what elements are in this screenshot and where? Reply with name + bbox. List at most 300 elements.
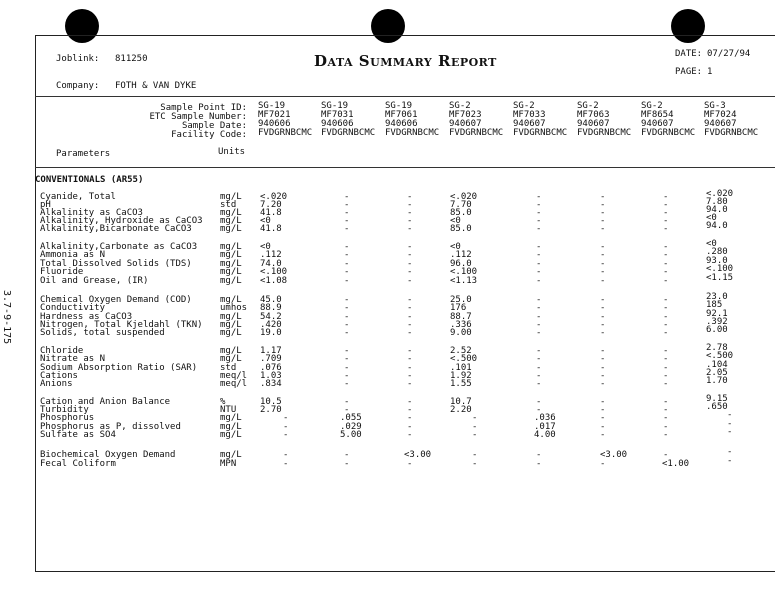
cell-value: -	[600, 354, 606, 364]
cell-value: -	[344, 346, 350, 356]
cell-value: .709	[260, 354, 282, 364]
parameter-name: Conductivity	[40, 303, 106, 313]
cell-value: -	[407, 312, 413, 322]
cell-value: -	[536, 328, 542, 338]
cell-value: -	[283, 450, 289, 460]
parameter-name: Ammonia as N	[40, 250, 106, 260]
cell-value: -	[407, 397, 413, 407]
parameter-name: Alkalinity,Carbonate as CaCO3	[40, 242, 198, 252]
cell-value: -	[600, 430, 606, 440]
cell-value: -	[407, 405, 413, 415]
parameter-unit: umhos	[220, 303, 248, 313]
cell-value: 4.00	[534, 430, 556, 440]
cell-value: 54.2	[260, 312, 282, 322]
cell-value: -	[536, 276, 542, 286]
cell-value: -	[600, 320, 606, 330]
cell-value: -	[600, 200, 606, 210]
parameter-unit: meq/l	[220, 371, 248, 381]
cell-value: -	[344, 450, 350, 460]
cell-value: -	[663, 430, 669, 440]
cell-value: -	[344, 328, 350, 338]
parameter-unit: mg/L	[220, 208, 242, 218]
cell-value: -	[407, 354, 413, 364]
parameter-name: Oil and Grease, (IR)	[40, 276, 149, 286]
sample-facility: FVDGRNBCMC	[385, 128, 440, 138]
cell-value: -	[283, 413, 289, 423]
parameter-name: Total Dissolved Solids (TDS)	[40, 259, 192, 269]
parameter-name: Turbidity	[40, 405, 89, 415]
cell-value: -	[407, 216, 413, 226]
cell-value: 9.15	[706, 394, 728, 404]
parameter-name: Alkalinity as CaCO3	[40, 208, 143, 218]
cell-value: .055	[340, 413, 362, 423]
section-title: CONVENTIONALS (AR55)	[35, 175, 144, 185]
parameter-name: Cations	[40, 371, 78, 381]
parameter-unit: mg/L	[220, 250, 242, 260]
cell-value: -	[663, 328, 669, 338]
cell-value: -	[472, 459, 478, 469]
cell-value: .336	[450, 320, 472, 330]
parameters-header: Parameters	[56, 149, 111, 159]
cell-value: 19.0	[260, 328, 282, 338]
sample-date: 940606	[321, 119, 354, 129]
cell-value: -	[536, 363, 542, 373]
sample-date: 940607	[641, 119, 674, 129]
cell-value: -	[407, 276, 413, 286]
cell-value: 85.0	[450, 224, 472, 234]
cell-value: -	[663, 363, 669, 373]
cell-value: <0	[450, 242, 461, 252]
cell-value: -	[600, 259, 606, 269]
cell-value: -	[536, 405, 542, 415]
cell-value: -	[283, 459, 289, 469]
cell-value: <.100	[260, 267, 288, 277]
cell-value: -	[600, 371, 606, 381]
parameter-name: pH	[40, 200, 51, 210]
cell-value: -	[536, 346, 542, 356]
cell-value: 23.0	[706, 292, 728, 302]
cell-value: 1.92	[450, 371, 472, 381]
parameter-name: Phosphorus as P, dissolved	[40, 422, 181, 432]
cell-value: 2.52	[450, 346, 472, 356]
cell-value: 7.80	[706, 197, 728, 207]
cell-value: <1.08	[260, 276, 288, 286]
company-label: Company:	[56, 81, 100, 91]
cell-value: -	[536, 312, 542, 322]
cell-value: -	[663, 295, 669, 305]
cell-value: <0	[706, 239, 717, 249]
cell-value: -	[536, 192, 542, 202]
cell-value: -	[407, 371, 413, 381]
cell-value: -	[600, 413, 606, 423]
parameter-unit: mg/L	[220, 422, 242, 432]
cell-value: <.500	[706, 351, 734, 361]
cell-value: <.100	[450, 267, 478, 277]
cell-value: -	[472, 422, 478, 432]
sample-point: SG-3	[704, 101, 726, 111]
sample-point: SG-19	[258, 101, 286, 111]
cell-value: -	[344, 379, 350, 389]
sample-header-label: Facility Code:	[171, 130, 247, 140]
cell-value: .101	[450, 363, 472, 373]
cell-value: <.500	[450, 354, 478, 364]
cell-value: -	[407, 295, 413, 305]
date-label: DATE:	[675, 49, 703, 59]
cell-value: -	[663, 320, 669, 330]
cell-value: -	[536, 267, 542, 277]
cell-value: -	[663, 242, 669, 252]
parameter-unit: meq/l	[220, 379, 248, 389]
side-note: 3.7-9-175	[1, 290, 12, 345]
cell-value: -	[344, 259, 350, 269]
cell-value: -	[600, 250, 606, 260]
cell-value: -	[472, 430, 478, 440]
cell-value: <1.15	[706, 273, 734, 283]
cell-value: -	[600, 242, 606, 252]
cell-value: -	[407, 422, 413, 432]
columns-divider	[35, 167, 775, 168]
cell-value: -	[407, 192, 413, 202]
cell-value: -	[663, 413, 669, 423]
sample-number: MF7061	[385, 110, 418, 120]
cell-value: 10.7	[450, 397, 472, 407]
cell-value: -	[663, 405, 669, 415]
joblink-value: 811250	[115, 54, 148, 64]
sample-number: MF7063	[577, 110, 610, 120]
parameter-name: Anions	[40, 379, 73, 389]
cell-value: 41.8	[260, 208, 282, 218]
cell-value: 6.00	[706, 325, 728, 335]
cell-value: -	[536, 450, 542, 460]
cell-value: -	[407, 200, 413, 210]
cell-value: -	[407, 208, 413, 218]
cell-value: 74.0	[260, 259, 282, 269]
sample-number: MF7023	[449, 110, 482, 120]
cell-value: -	[663, 200, 669, 210]
cell-value: 94.0	[706, 205, 728, 215]
parameter-name: Chloride	[40, 346, 84, 356]
cell-value: .036	[534, 413, 556, 423]
cell-value: -	[472, 413, 478, 423]
cell-value: 5.00	[340, 430, 362, 440]
cell-value: .280	[706, 247, 728, 257]
cell-value: 9.00	[450, 328, 472, 338]
sample-point: SG-2	[449, 101, 471, 111]
cell-value: -	[344, 208, 350, 218]
cell-value: .029	[340, 422, 362, 432]
cell-value: <0	[450, 216, 461, 226]
parameter-name: Biochemical Oxygen Demand	[40, 450, 176, 460]
cell-value: 2.70	[260, 405, 282, 415]
sample-date: 940607	[577, 119, 610, 129]
cell-value: -	[407, 250, 413, 260]
cell-value: -	[600, 312, 606, 322]
sample-date: 940607	[449, 119, 482, 129]
cell-value: -	[663, 450, 669, 460]
sample-facility: FVDGRNBCMC	[641, 128, 696, 138]
sample-number: MF7031	[321, 110, 354, 120]
cell-value: -	[663, 216, 669, 226]
cell-value: -	[407, 328, 413, 338]
cell-value: -	[344, 303, 350, 313]
cell-value: -	[600, 216, 606, 226]
cell-value: 1.55	[450, 379, 472, 389]
date-value: 07/27/94	[707, 49, 751, 59]
cell-value: 25.0	[450, 295, 472, 305]
cell-value: -	[727, 447, 733, 457]
company-value: FOTH & VAN DYKE	[115, 81, 197, 91]
cell-value: -	[344, 200, 350, 210]
sample-facility: FVDGRNBCMC	[449, 128, 504, 138]
sample-header-label: ETC Sample Number:	[149, 112, 247, 122]
parameter-name: Alkalinity,Bicarbonate CaCO3	[40, 224, 192, 234]
cell-value: 88.9	[260, 303, 282, 313]
parameter-unit: mg/L	[220, 320, 242, 330]
cell-value: -	[600, 276, 606, 286]
cell-value: -	[600, 295, 606, 305]
cell-value: -	[663, 422, 669, 432]
parameter-unit: mg/L	[220, 242, 242, 252]
cell-value: -	[536, 259, 542, 269]
cell-value: 1.17	[260, 346, 282, 356]
cell-value: -	[407, 224, 413, 234]
cell-value: -	[407, 242, 413, 252]
cell-value: -	[536, 371, 542, 381]
parameter-unit: std	[220, 363, 237, 373]
cell-value: 85.0	[450, 208, 472, 218]
cell-value: <3.00	[404, 450, 432, 460]
sample-point: SG-19	[385, 101, 413, 111]
sample-point: SG-2	[641, 101, 663, 111]
cell-value: -	[344, 242, 350, 252]
parameter-unit: mg/L	[220, 328, 242, 338]
cell-value: -	[600, 208, 606, 218]
sample-header-label: Sample Point ID:	[160, 103, 247, 113]
cell-value: .420	[260, 320, 282, 330]
cell-value: 45.0	[260, 295, 282, 305]
cell-value: -	[663, 192, 669, 202]
cell-value: -	[344, 276, 350, 286]
cell-value: -	[600, 459, 606, 469]
cell-value: 1.03	[260, 371, 282, 381]
parameter-name: Chemical Oxygen Demand (COD)	[40, 295, 192, 305]
cell-value: -	[600, 346, 606, 356]
cell-value: -	[536, 200, 542, 210]
parameter-name: Alkalinity, Hydroxide as CaCO3	[40, 216, 203, 226]
parameter-unit: mg/L	[220, 259, 242, 269]
cell-value: -	[536, 459, 542, 469]
cell-value: -	[407, 320, 413, 330]
cell-value: -	[600, 422, 606, 432]
cell-value: -	[663, 224, 669, 234]
cell-value: <.020	[260, 192, 288, 202]
cell-value: -	[283, 422, 289, 432]
parameter-name: Cation and Anion Balance	[40, 397, 171, 407]
parameter-unit: mg/L	[220, 216, 242, 226]
parameter-name: Hardness as CaCO3	[40, 312, 133, 322]
sample-date: 940607	[513, 119, 546, 129]
cell-value: -	[663, 397, 669, 407]
cell-value: -	[344, 320, 350, 330]
cell-value: -	[536, 397, 542, 407]
cell-value: -	[344, 312, 350, 322]
cell-value: <.020	[706, 189, 734, 199]
cell-value: 93.0	[706, 256, 728, 266]
cell-value: -	[727, 427, 733, 437]
cell-value: -	[600, 303, 606, 313]
cell-value: -	[600, 192, 606, 202]
parameter-name: Phosphorus	[40, 413, 95, 423]
cell-value: -	[407, 303, 413, 313]
cell-value: -	[344, 459, 350, 469]
parameter-name: Nitrogen, Total Kjeldahl (TKN)	[40, 320, 203, 330]
cell-value: -	[536, 303, 542, 313]
parameter-name: Fluoride	[40, 267, 84, 277]
report-title: Data Summary Report	[314, 52, 497, 70]
cell-value: -	[536, 295, 542, 305]
parameter-name: Solids, total suspended	[40, 328, 165, 338]
cell-value: -	[344, 354, 350, 364]
cell-value: -	[663, 379, 669, 389]
sample-date: 940606	[385, 119, 418, 129]
sample-number: MF7021	[258, 110, 291, 120]
cell-value: .112	[450, 250, 472, 260]
cell-value: -	[727, 456, 733, 466]
cell-value: -	[536, 242, 542, 252]
parameter-unit: NTU	[220, 405, 237, 415]
parameter-unit: std	[220, 200, 237, 210]
cell-value: 10.5	[260, 397, 282, 407]
cell-value: <1.13	[450, 276, 478, 286]
header-divider	[35, 96, 775, 97]
cell-value: -	[536, 216, 542, 226]
cell-value: .017	[534, 422, 556, 432]
parameter-unit: mg/L	[220, 430, 242, 440]
cell-value: .112	[260, 250, 282, 260]
parameter-unit: mg/L	[220, 450, 242, 460]
sample-facility: FVDGRNBCMC	[258, 128, 313, 138]
cell-value: -	[344, 224, 350, 234]
cell-value: .834	[260, 379, 282, 389]
sample-facility: FVDGRNBCMC	[513, 128, 568, 138]
cell-value: -	[344, 397, 350, 407]
cell-value: -	[536, 250, 542, 260]
cell-value: -	[344, 267, 350, 277]
parameter-name: Nitrate as N	[40, 354, 106, 364]
cell-value: -	[727, 419, 733, 429]
cell-value: -	[536, 208, 542, 218]
cell-value: -	[344, 371, 350, 381]
cell-value: -	[407, 363, 413, 373]
cell-value: 94.0	[706, 221, 728, 231]
page-label: PAGE:	[675, 67, 703, 77]
cell-value: -	[344, 250, 350, 260]
cell-value: 96.0	[450, 259, 472, 269]
parameter-name: Fecal Coliform	[40, 459, 116, 469]
parameter-unit: mg/L	[220, 276, 242, 286]
cell-value: -	[407, 379, 413, 389]
sample-facility: FVDGRNBCMC	[577, 128, 632, 138]
cell-value: <3.00	[600, 450, 628, 460]
cell-value: <0	[260, 242, 271, 252]
cell-value: 176	[450, 303, 467, 313]
cell-value: 185	[706, 300, 723, 310]
cell-value: -	[600, 405, 606, 415]
parameter-unit: MPN	[220, 459, 237, 469]
cell-value: <0	[260, 216, 271, 226]
cell-value: 88.7	[450, 312, 472, 322]
cell-value: -	[600, 267, 606, 277]
cell-value: <.100	[706, 264, 734, 274]
cell-value: -	[344, 295, 350, 305]
cell-value: -	[600, 363, 606, 373]
cell-value: -	[344, 192, 350, 202]
sample-facility: FVDGRNBCMC	[704, 128, 759, 138]
joblink-label: Joblink:	[56, 54, 100, 64]
cell-value: <0	[706, 213, 717, 223]
parameter-unit: %	[220, 397, 226, 407]
cell-value: 7.20	[260, 200, 282, 210]
cell-value: -	[663, 303, 669, 313]
cell-value: -	[407, 459, 413, 469]
cell-value: -	[344, 405, 350, 415]
sample-facility: FVDGRNBCMC	[321, 128, 376, 138]
parameter-unit: mg/L	[220, 295, 242, 305]
parameter-unit: mg/L	[220, 267, 242, 277]
cell-value: -	[536, 379, 542, 389]
cell-value: 7.70	[450, 200, 472, 210]
cell-value: 92.1	[706, 309, 728, 319]
cell-value: -	[663, 312, 669, 322]
sample-point: SG-19	[321, 101, 349, 111]
sample-point: SG-2	[513, 101, 535, 111]
parameter-unit: mg/L	[220, 192, 242, 202]
parameter-unit: mg/L	[220, 346, 242, 356]
cell-value: <1.00	[662, 459, 690, 469]
cell-value: -	[536, 320, 542, 330]
cell-value: -	[472, 450, 478, 460]
page-value: 1	[707, 67, 713, 77]
cell-value: 41.8	[260, 224, 282, 234]
parameter-unit: mg/L	[220, 312, 242, 322]
cell-value: .650	[706, 402, 728, 412]
cell-value: -	[663, 267, 669, 277]
cell-value: -	[663, 354, 669, 364]
cell-value: -	[536, 354, 542, 364]
cell-value: -	[663, 371, 669, 381]
sample-number: MF7033	[513, 110, 546, 120]
cell-value: <.020	[450, 192, 478, 202]
cell-value: -	[407, 267, 413, 277]
cell-value: -	[663, 208, 669, 218]
sample-header-label: Sample Date:	[181, 121, 247, 131]
cell-value: -	[407, 430, 413, 440]
cell-value: 2.20	[450, 405, 472, 415]
cell-value: -	[536, 224, 542, 234]
cell-value: 1.70	[706, 376, 728, 386]
parameter-name: Sodium Absorption Ratio (SAR)	[40, 363, 198, 373]
units-header: Units	[218, 147, 246, 157]
sample-number: MF7024	[704, 110, 737, 120]
cell-value: -	[600, 328, 606, 338]
cell-value: -	[283, 430, 289, 440]
cell-value: -	[663, 250, 669, 260]
cell-value: 2.78	[706, 343, 728, 353]
parameter-unit: mg/L	[220, 224, 242, 234]
cell-value: -	[407, 259, 413, 269]
cell-value: -	[663, 276, 669, 286]
cell-value: -	[727, 410, 733, 420]
